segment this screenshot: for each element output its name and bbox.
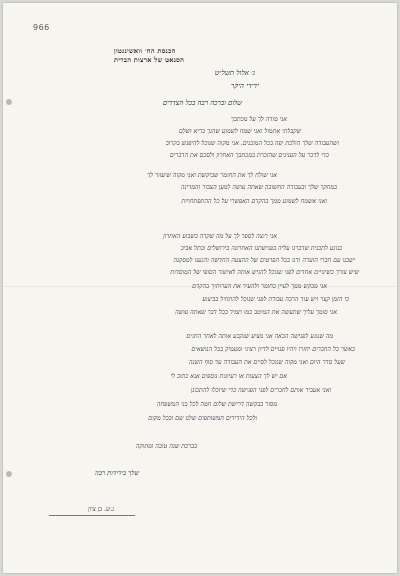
paragraph-3-line: מסור בבקשה דרישת שלום חמה לכל בני המשפחה: [156, 401, 277, 408]
signature-rule: [49, 515, 135, 516]
paragraph-2-line: בנוגע לתכנית שדברנו עליה בפגישתנו האחרונה בירושלים ובתל אביב: [180, 245, 342, 252]
letter-greeting: שלום וברכה רבה בכל הצדדים: [162, 99, 242, 107]
paragraph-3-line: אם יש לך הצעות או רעיונות נוספים אנא כתוב לי: [170, 373, 287, 380]
paragraph-2-line: אני סומך עליך שתעשה את המיטב כמו תמיד בכל דבר שאתה עושה: [175, 309, 337, 316]
paragraph-1-line: ואני אשמח לשמוע ממך בהקדם האפשרי על כל ההתפתחויות: [181, 198, 327, 205]
paragraph-3-line: מה שנוגע לפגישה הבאה אני מציע שנקבע אותה לאחר החגים: [186, 333, 333, 340]
letter-signature: ג.ש. בן ציון: [87, 506, 114, 513]
paragraph-3-line: שעל סדר היום ואני מקוה שנוכל לסיים את העבודה עד סוף השנה: [188, 359, 345, 366]
paragraph-3-line: כאשר כל החברים יחזרו ויהיו פנויים לדיון רציני ומעמיק בכל הנושאים: [191, 346, 355, 353]
letter-date: ג׳ אלול תשל״ט: [214, 69, 255, 77]
letterhead-line-1: הכנסת הח׳ וואשינגטון: [114, 47, 176, 55]
paragraph-3-line: ולכל הידידים המשותפים שלנו שם ובכל מקום: [148, 415, 257, 422]
paragraph-1-line: כדי לדבר על הענינים שהזכרת במכתבך האחרון ולסכם את הדברים: [169, 152, 329, 159]
paragraph-1-line: שקבלתי אתמול ואני שמח לשמוע שהנך בריא ושלם: [178, 128, 301, 135]
letterhead: [114, 47, 184, 65]
paragraph-3-line: בברכת שנה טובה ומתוקה: [135, 443, 197, 450]
paragraph-2-line: אני מבקש ממך לעיין בחומר ולהעיר את הערותיך בהקדם: [192, 283, 327, 290]
paragraph-2-line: שיש צורך בשינויים אחדים לפני שנוכל להגיש אותה לאישור הסופי של המוסדות: [170, 269, 359, 276]
letter-closing: שלך בידידות רבה: [95, 469, 139, 477]
paragraph-1-line: ושהעבודה שלך הולכת יפה בכל המובנים. אני מקוה שנוכל להיפגש בקרוב: [165, 140, 339, 147]
paragraph-1-line: אני שולח לך את החומר שביקשת ואני מקוה שיעזור לך: [147, 172, 277, 179]
paragraph-1-line: אני מודה לך על מכתבך: [230, 116, 287, 123]
paragraph-2-line: ישבנו עם חברי הועדה ודנו בכל הפרטים של ההצעה החדשה והגענו למסקנה: [173, 257, 355, 264]
page-number: 966: [33, 23, 50, 32]
punch-hole-mark: [6, 99, 12, 105]
letter-page: [3, 3, 397, 573]
letterhead-line-2: הסנאט של ארצות הברית: [114, 56, 185, 64]
paragraph-1-line: במחקר שלך ובעבודה החשובה שאתה עושה למען הצבור והמדינה: [180, 184, 337, 191]
paragraph-3-line: ואני אעביר אותם לחברים לפני הפגישה כדי שיוכלו להתכונן: [190, 387, 331, 394]
paragraph-2-line: כי הזמן קצר ויש עוד הרבה עבודה לפני שנוכל להתחיל בביצוע: [202, 296, 349, 303]
punch-hole-mark: [6, 471, 12, 477]
paragraph-2-line: אני רוצה לספר לך על מה שקרה בשבוע האחרון: [163, 233, 277, 240]
letter-salutation: ידידי היקר: [230, 82, 259, 90]
